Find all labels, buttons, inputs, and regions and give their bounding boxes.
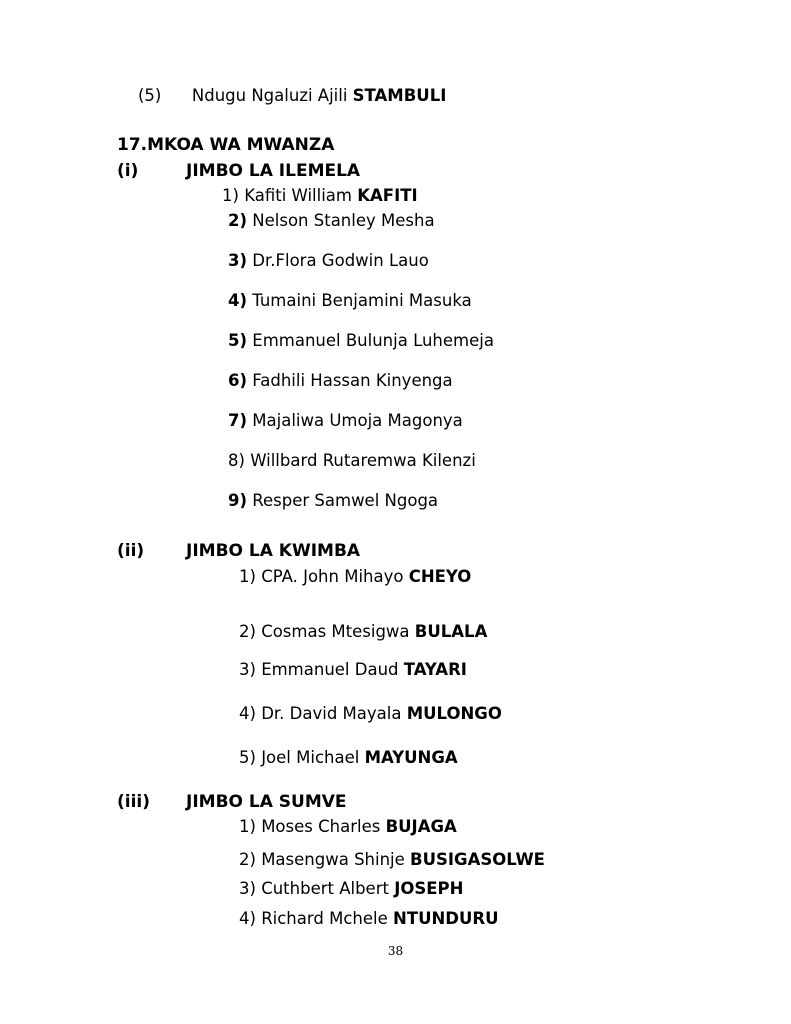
candidate-number: 2) (239, 850, 256, 869)
candidate-name: Majaliwa Umoja Magonya (252, 411, 463, 430)
candidate-number: 1) (239, 567, 256, 586)
candidate-number: 2) (239, 622, 256, 641)
candidate-name: Dr. David Mayala (261, 704, 402, 723)
candidate-number: 8) (228, 451, 245, 470)
candidate-name: Moses Charles (261, 817, 381, 836)
constituency-roman: (ii) (117, 541, 145, 561)
list-item (239, 704, 502, 724)
constituency-roman: (iii) (117, 792, 151, 812)
candidate-surname: TAYARI (403, 660, 467, 679)
candidate-name: Fadhili Hassan Kinyenga (252, 371, 453, 390)
candidate-name: Emmanuel Bulunja Luhemeja (252, 331, 494, 350)
candidate-surname: MAYUNGA (364, 748, 458, 767)
entry-number: (5) (138, 86, 162, 105)
list-item (239, 817, 457, 837)
candidate-number: 3) (239, 879, 256, 898)
candidate-name: Masengwa Shinje (261, 850, 405, 869)
region-heading: 17.MKOA WA MWANZA (117, 135, 335, 155)
candidate-number: 2) (228, 211, 248, 230)
candidate-surname: BUSIGASOLWE (410, 850, 545, 869)
list-item (228, 371, 453, 391)
candidate-name: CPA. John Mihayo (261, 567, 404, 586)
constituency-roman: (i) (117, 161, 139, 181)
list-item (228, 291, 472, 311)
list-item (239, 909, 498, 929)
candidate-surname: BUJAGA (385, 817, 457, 836)
candidate-name: Cosmas Mtesigwa (261, 622, 415, 641)
list-item (239, 879, 463, 899)
candidate-name: Willbard Rutaremwa Kilenzi (250, 451, 476, 470)
candidate-name: Richard Mchele (261, 909, 388, 928)
candidate-name: Kafiti William (244, 186, 352, 205)
candidate-surname: BULALA (414, 622, 488, 641)
list-item (222, 186, 418, 206)
candidate-name: Nelson Stanley Mesha (252, 211, 435, 230)
candidate-name: Dr.Flora Godwin Lauo (252, 251, 429, 270)
list-item (228, 411, 463, 431)
top-entry (138, 86, 446, 106)
candidate-number: 5) (228, 331, 248, 350)
list-item (228, 251, 429, 271)
candidate-number: 5) (239, 748, 256, 767)
list-item (239, 748, 458, 768)
list-item (239, 622, 487, 642)
candidate-name: Tumaini Benjamini Masuka (252, 291, 472, 310)
candidate-name: Cuthbert Albert (261, 879, 389, 898)
candidate-surname: KAFITI (357, 186, 418, 205)
list-item (228, 451, 476, 471)
list-item (228, 211, 435, 231)
constituency-title: JIMBO LA SUMVE (186, 792, 347, 812)
constituency-title: JIMBO LA ILEMELA (186, 161, 361, 181)
candidate-number: 1) (222, 186, 239, 205)
candidate-number: 3) (239, 660, 256, 679)
candidate-number: 6) (228, 371, 248, 390)
candidate-number: 7) (228, 411, 248, 430)
entry-surname: STAMBULI (352, 86, 447, 105)
entry-name: Ndugu Ngaluzi Ajili (191, 86, 348, 105)
candidate-number: 4) (239, 909, 256, 928)
candidate-surname: MULONGO (406, 704, 502, 723)
list-item (239, 850, 545, 870)
list-item (239, 660, 467, 680)
list-item (228, 491, 438, 511)
candidate-surname: CHEYO (408, 567, 472, 586)
page-number: 38 (387, 944, 404, 958)
candidate-number: 1) (239, 817, 256, 836)
candidate-surname: NTUNDURU (393, 909, 499, 928)
candidate-surname: JOSEPH (394, 879, 464, 898)
candidate-name: Joel Michael (261, 748, 360, 767)
constituency-title: JIMBO LA KWIMBA (186, 541, 361, 561)
candidate-number: 9) (228, 491, 248, 510)
candidate-number: 3) (228, 251, 248, 270)
candidate-number: 4) (228, 291, 248, 310)
list-item (239, 567, 471, 587)
candidate-number: 4) (239, 704, 256, 723)
list-item (228, 331, 494, 351)
candidate-name: Resper Samwel Ngoga (252, 491, 439, 510)
candidate-name: Emmanuel Daud (261, 660, 399, 679)
